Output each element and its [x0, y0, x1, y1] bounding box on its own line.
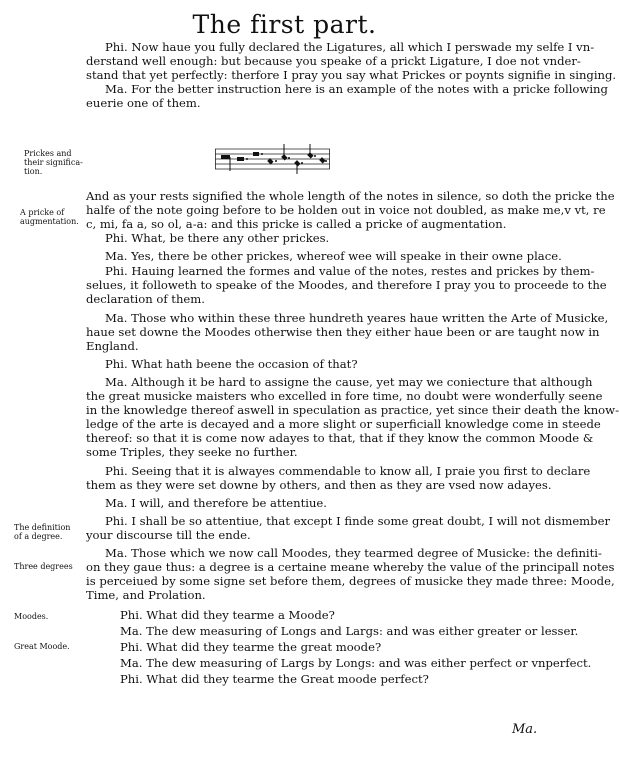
text-line: Phi. Now haue you fully declared the Ligatures, all which I perswade my selfe I vn- — [105, 40, 595, 54]
text-line: halfe of the note going before to be holden out in voice not doubled, as make me,v vt, re — [86, 203, 606, 217]
text-line: Ma. For the better instruction here is an example of the notes with a pricke following — [105, 82, 608, 96]
text-line: Ma. Yes, there be other prickes, whereof wee will speake in their owne place. — [105, 249, 562, 263]
text-line: ledge of the arte is decayed and a more slight or superficiall knowledge come in steede — [86, 417, 601, 431]
text-line: them as they were set downe by others, and then as they are vsed now adayes. — [86, 478, 552, 492]
sidenote: of a degree. — [14, 532, 63, 541]
text-line: is perceiued by some signe set before them, degrees of musicke they made three: Moode, — [86, 574, 615, 588]
sidenote: Prickes and — [24, 149, 72, 158]
text-line: haue set downe the Moodes otherwise then they either haue been or are taught now in — [86, 325, 600, 339]
sidenote: their significa- — [24, 158, 83, 167]
text-line: Phi. Hauing learned the formes and value of the notes, restes and prickes by them- — [105, 264, 595, 278]
text-line: some Triples, they seeke no further. — [86, 445, 298, 459]
sidenote: Three degrees — [14, 562, 73, 571]
text-line: Phi. What did they tearme the great moode? — [120, 640, 382, 654]
text-line: Ma. The dew measuring of Longs and Largs: and was either greater or lesser. — [120, 624, 579, 638]
sidenote: tion. — [24, 167, 43, 176]
text-line: Phi. What, be there any other prickes. — [105, 231, 330, 245]
text-line: in the knowledge thereof aswell in speculation as practice, yet since their death the know- — [86, 403, 619, 417]
text-line: Ma. Those who within these three hundreth yeares haue written the Arte of Musicke, — [105, 311, 609, 325]
sidenote: A pricke of — [20, 208, 65, 217]
text-line: the great musicke maisters who excelled in fore time, no doubt were wonderfully seene — [86, 389, 603, 403]
text-line: Ma. Those which we now call Moodes, they tearmed degree of Musicke: the definiti- — [105, 546, 602, 560]
text-line: thereof: so that it is come now adayes to that, that if they know the common Moode & — [86, 431, 594, 445]
page-title: The first part. — [192, 10, 377, 39]
text-line: Time, and Prolation. — [86, 588, 206, 602]
text-line: stand that yet perfectly: therfore I pray you say what Prickes or poynts signifie in singing. — [86, 68, 617, 82]
sidenote: Great Moode. — [14, 642, 70, 651]
text-line: derstand well enough: but because you speake of a prickt Ligature, I doe not vnder- — [86, 54, 581, 68]
text-line: Ma. Although it be hard to assigne the cause, yet may we coniecture that although — [105, 375, 593, 389]
text-line: c, mi, fa a, so ol, a-a: and this pricke is called a pricke of augmentation. — [86, 217, 507, 231]
text-line: euerie one of them. — [86, 96, 201, 110]
text-line: selues, it followeth to speake of the Moodes, and therefore I pray you to proceede to the — [86, 278, 607, 292]
text-line: declaration of them. — [86, 292, 205, 306]
catchword: Ma. — [512, 722, 538, 737]
text-line: England. — [86, 339, 139, 353]
text-line: Phi. Seeing that it is alwayes commendable to know all, I praie you first to declare — [105, 464, 591, 478]
text-line: Ma. I will, and therefore be attentiue. — [105, 496, 327, 510]
text-line: Phi. I shall be so attentiue, that except I finde some great doubt, I will not dismember — [105, 514, 610, 528]
sidenote: The definition — [14, 523, 71, 532]
sidenote: Moodes. — [14, 612, 49, 621]
text-line: Phi. What hath beene the occasion of that? — [105, 357, 358, 371]
text-line: Phi. What did they tearme the Great moode perfect? — [120, 672, 429, 686]
text-line: Phi. What did they tearme a Moode? — [120, 608, 335, 622]
text-line: And as your rests signified the whole length of the notes in silence, so doth the pricke the — [86, 189, 615, 203]
text-line: your discourse till the ende. — [86, 528, 251, 542]
text-line: Ma. The dew measuring of Largs by Longs: and was either perfect or vnperfect. — [120, 656, 592, 670]
music-example-notes-with-prickes — [215, 143, 330, 177]
sidenote: augmentation. — [20, 217, 79, 226]
text-line: on they gaue thus: a degree is a certaine meane whereby the value of the principall notes — [86, 560, 615, 574]
